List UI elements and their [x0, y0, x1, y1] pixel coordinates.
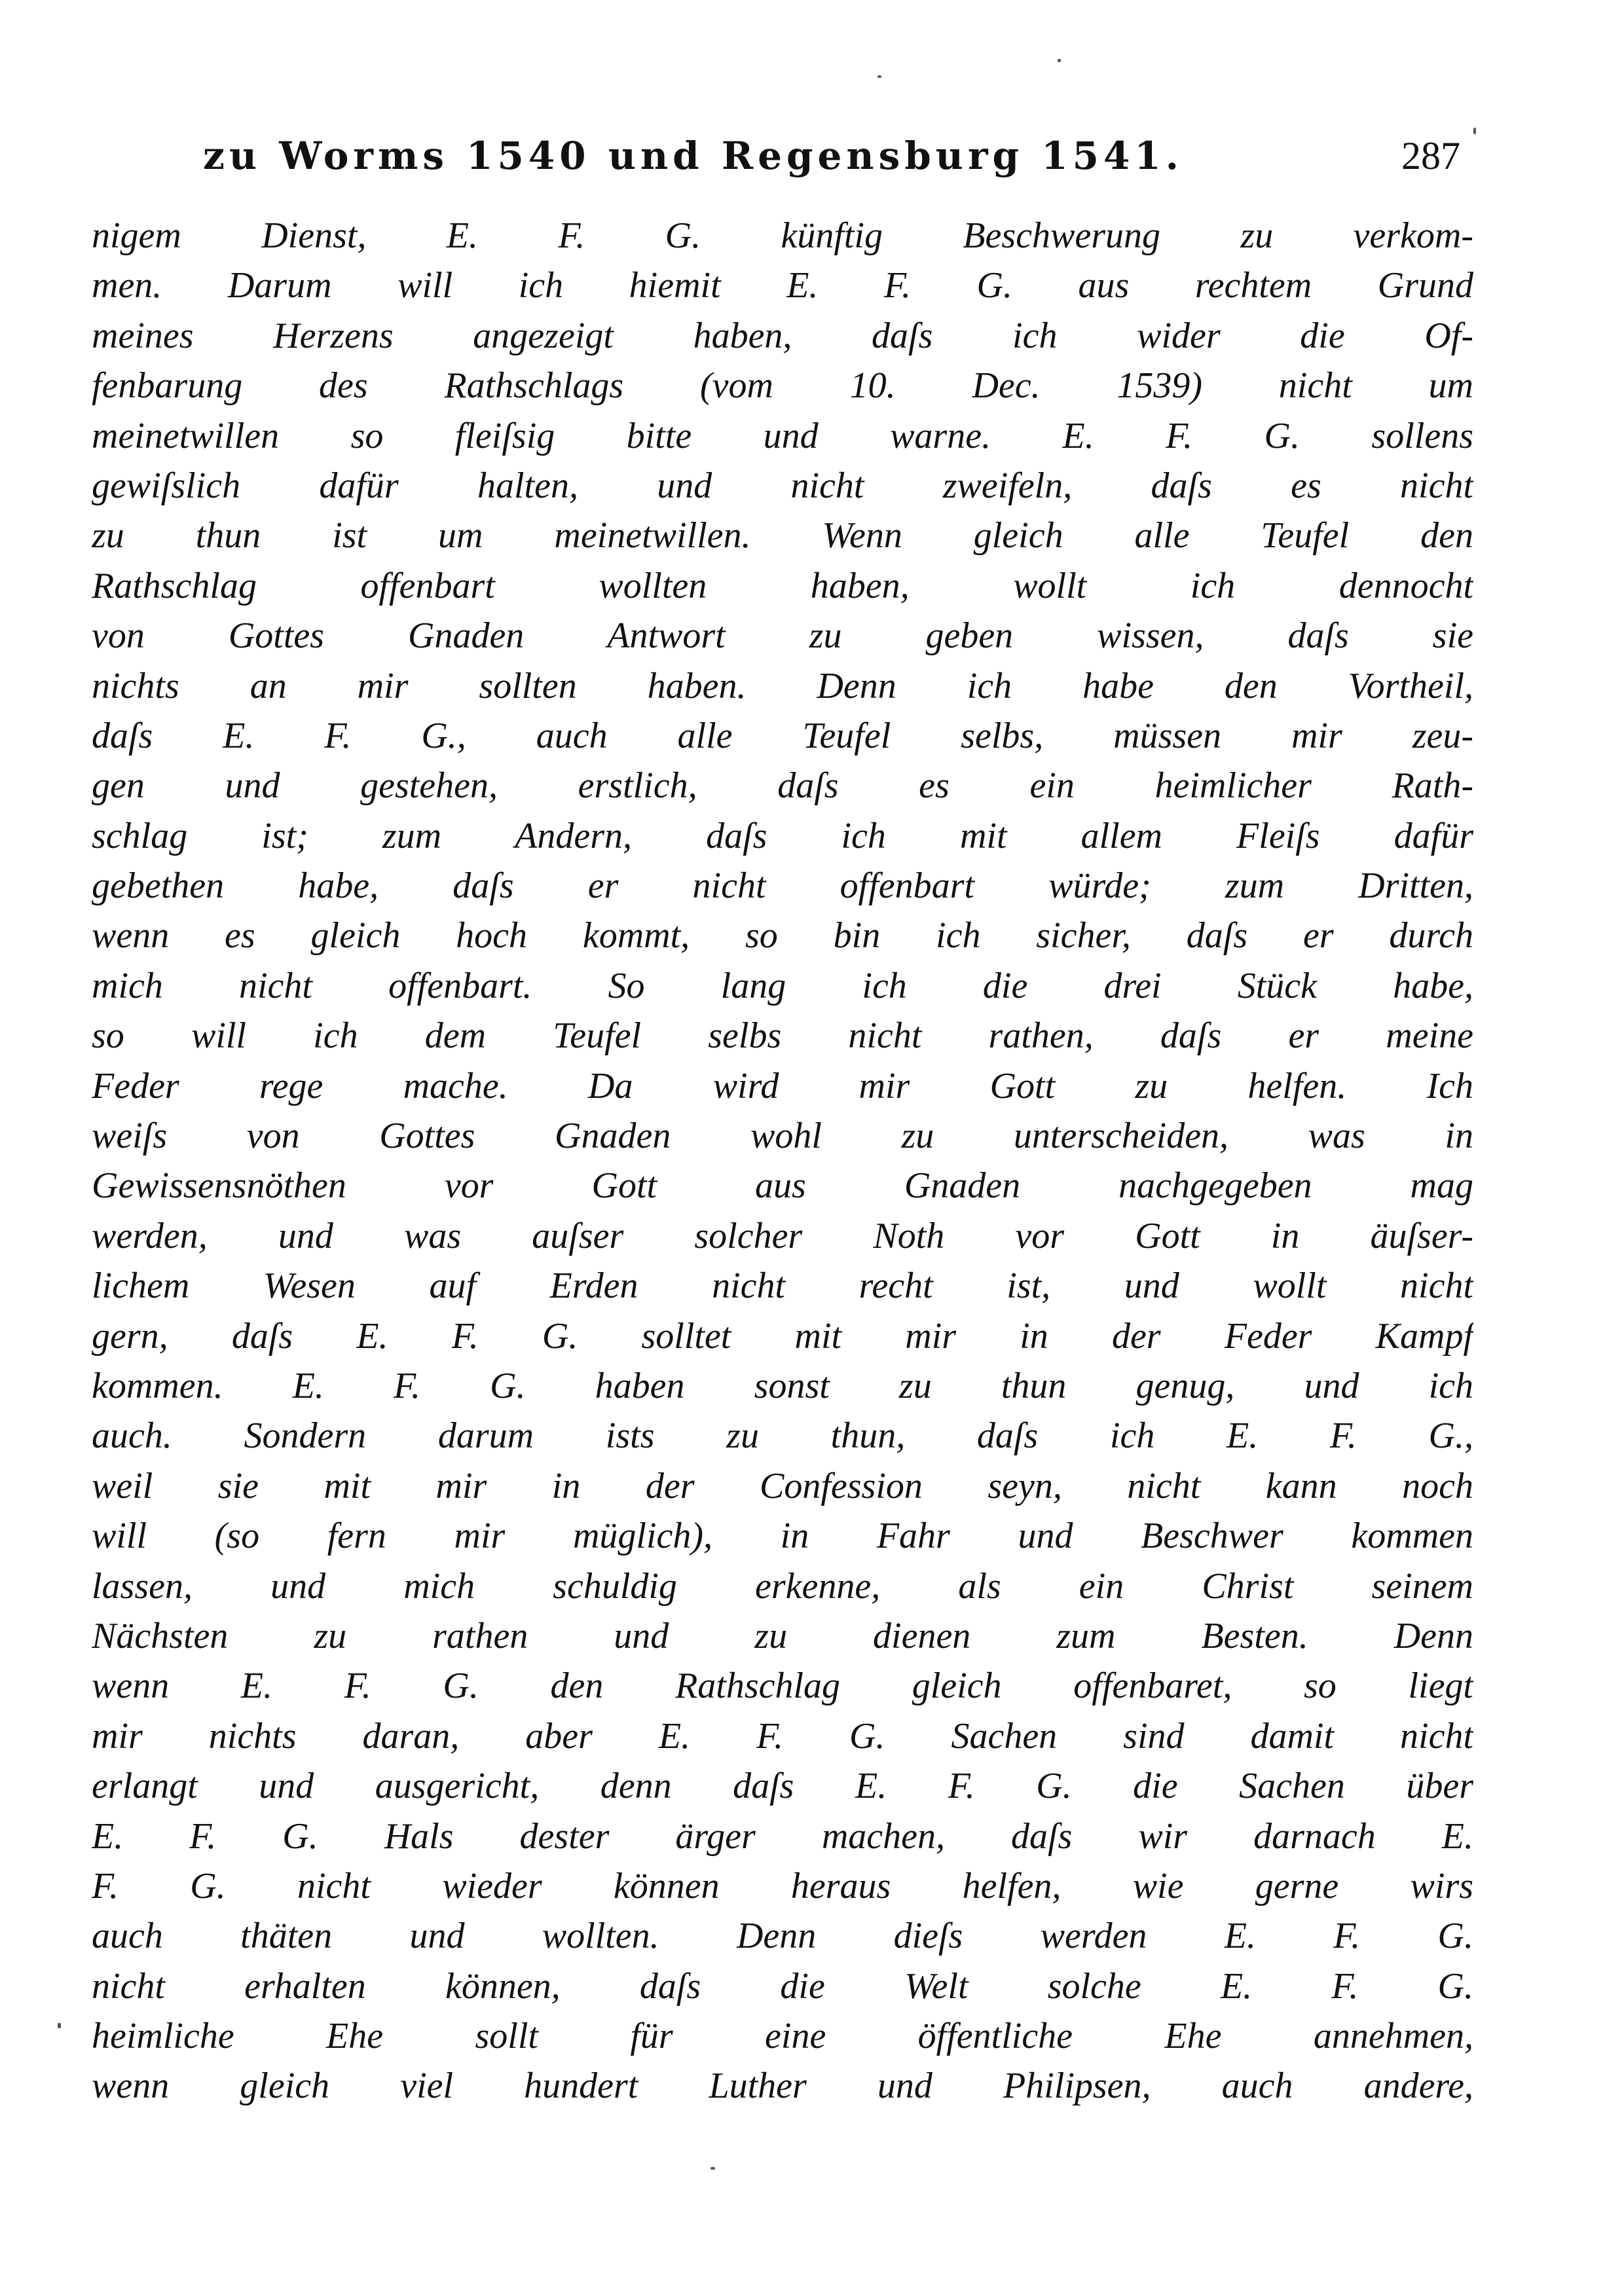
text-line: will (so fern mir müglich), in Fahr und Beschwer kommen	[92, 1516, 1473, 1557]
text-line: werden, und was auſser solcher Noth vor Gott in äuſser-	[92, 1215, 1473, 1256]
text-line: men. Darum will ich hiemit E. F. G. aus rechtem Grund	[92, 265, 1473, 306]
scan-speck	[710, 2167, 715, 2170]
scan-speck	[58, 2023, 61, 2028]
text-line: Rathschlag offenbart wollten haben, wollt ich dennocht	[92, 565, 1473, 606]
text-line: Feder rege mache. Da wird mir Gott zu helfen. Ich	[92, 1065, 1473, 1106]
text-line: so will ich dem Teufel selbs nicht rathen, daſs er meine	[92, 1015, 1473, 1057]
text-line: gewiſslich dafür halten, und nicht zweifeln, daſs es nicht	[92, 465, 1473, 506]
text-line: Nächsten zu rathen und zu dienen zum Besten. Denn	[92, 1615, 1473, 1656]
text-line: nicht erhalten können, daſs die Welt solche E. F. G.	[92, 1965, 1473, 2007]
text-line: nigem Dienst, E. F. G. künftig Beschwerung zu verkom-	[92, 215, 1473, 256]
text-line: auch thäten und wollten. Denn dieſs werden E. F. G.	[92, 1916, 1473, 1957]
text-line: daſs E. F. G., auch alle Teufel selbs, müssen mir zeu-	[92, 715, 1473, 756]
text-line: gebethen habe, daſs er nicht offenbart würde; zum Dritten,	[92, 866, 1473, 907]
text-line: gen und gestehen, erstlich, daſs es ein heimlicher Rath-	[92, 765, 1473, 807]
text-line: meines Herzens angezeigt haben, daſs ich wider die Of-	[92, 315, 1473, 356]
text-line: zu thun ist um meinetwillen. Wenn gleich alle Teufel den	[92, 515, 1473, 556]
text-line: weil sie mit mir in der Confession seyn, nicht kann noch	[92, 1465, 1473, 1506]
text-line: Gewissensnöthen vor Gott aus Gnaden nachgegeben mag	[92, 1165, 1473, 1207]
page-number: 287	[1401, 134, 1460, 177]
text-line: nichts an mir sollten haben. Denn ich habe den Vortheil,	[92, 665, 1473, 706]
body-text	[92, 211, 1473, 2111]
text-line: wenn E. F. G. den Rathschlag gleich offenbaret, so liegt	[92, 1666, 1473, 1707]
text-line: erlangt und ausgericht, denn daſs E. F. G. die Sachen über	[92, 1766, 1473, 1807]
running-head	[203, 123, 1460, 189]
scan-speck	[1058, 59, 1061, 62]
text-line: mir nichts daran, aber E. F. G. Sachen sind damit nicht	[92, 1715, 1473, 1757]
text-line: weiſs von Gottes Gnaden wohl zu unterscheiden, was in	[92, 1116, 1473, 1157]
text-line: F. G. nicht wieder können heraus helfen, wie gerne wirs	[92, 1865, 1473, 1906]
text-line: meinetwillen so fleiſsig bitte und warne. E. F. G. sollens	[92, 415, 1473, 456]
text-line: heimliche Ehe sollt für eine öffentliche Ehe annehmen,	[92, 2016, 1473, 2057]
text-line: auch. Sondern darum ists zu thun, daſs ich E. F. G.,	[92, 1415, 1473, 1457]
running-title: zu Worms 1540 und Regensburg 1541.	[203, 134, 1183, 178]
text-line: kommen. E. F. G. haben sonst zu thun genug, und ich	[92, 1365, 1473, 1406]
text-line: schlag ist; zum Andern, daſs ich mit allem Fleiſs dafür	[92, 815, 1473, 856]
text-line: wenn es gleich hoch kommt, so bin ich sicher, daſs er durch	[92, 915, 1473, 957]
text-line: lichem Wesen auf Erden nicht recht ist, und wollt nicht	[92, 1266, 1473, 1307]
text-line: fenbarung des Rathschlags (vom 10. Dec. 1539) nicht um	[92, 365, 1473, 407]
text-line: E. F. G. Hals dester ärger machen, daſs wir darnach E.	[92, 1815, 1473, 1857]
text-line: wenn gleich viel hundert Luther und Philipsen, auch andere,	[92, 2066, 1473, 2107]
text-line: lassen, und mich schuldig erkenne, als ein Christ seinem	[92, 1565, 1473, 1607]
text-line: mich nicht offenbart. So lang ich die drei Stück habe,	[92, 965, 1473, 1006]
text-line: von Gottes Gnaden Antwort zu geben wissen, daſs sie	[92, 615, 1473, 657]
scan-speck	[1473, 128, 1476, 134]
scan-speck	[877, 75, 881, 78]
text-line: gern, daſs E. F. G. solltet mit mir in der Feder Kampf	[92, 1315, 1473, 1357]
